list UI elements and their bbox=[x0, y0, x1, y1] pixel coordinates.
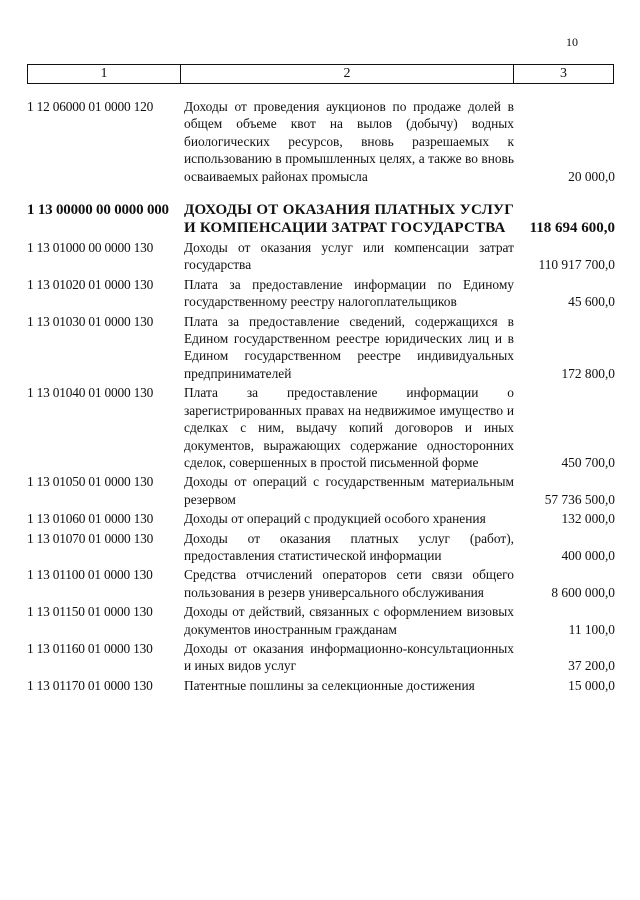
revenue-description: ДОХОДЫ ОТ ОКАЗАНИЯ ПЛАТНЫХ УСЛУГ И КОМПЕНСАЦИИ ЗАТРАТ ГОСУДАРСТВА bbox=[184, 202, 514, 237]
revenue-amount: 15 000,0 bbox=[568, 677, 615, 693]
budget-code: 1 13 01070 01 0000 130 bbox=[27, 530, 154, 546]
revenue-description: Доходы от оказания платных услуг (работ), предоставления статистической информации bbox=[184, 530, 514, 563]
revenue-amount: 8 600 000,0 bbox=[551, 584, 615, 600]
revenue-amount: 45 600,0 bbox=[568, 294, 615, 310]
revenue-amount: 172 800,0 bbox=[561, 365, 615, 381]
budget-code: 1 13 01050 01 0000 130 bbox=[27, 474, 154, 490]
column-header-table bbox=[27, 64, 614, 84]
table-row bbox=[27, 566, 617, 601]
revenue-amount: 20 000,0 bbox=[568, 168, 615, 184]
table-row bbox=[27, 239, 617, 274]
revenue-description: Патентные пошлины за селекционные достижения bbox=[184, 677, 475, 693]
budget-code: 1 13 01020 01 0000 130 bbox=[27, 276, 154, 292]
budget-code: 1 13 01160 01 0000 130 bbox=[27, 640, 153, 656]
revenue-description: Средства отчислений операторов сети связи общего пользования в резерв универсального обслуживания bbox=[184, 567, 514, 600]
revenue-description: Доходы от операций с государственным материальным резервом bbox=[184, 474, 514, 507]
revenue-description: Плата за предоставление сведений, содержащихся в Едином государственном реестре юридических лиц и в Едином государственном реестре индивидуальных предпринимателей bbox=[184, 313, 514, 381]
revenue-amount: 450 700,0 bbox=[561, 454, 615, 470]
column-header-2: 2 bbox=[181, 65, 514, 84]
revenue-amount: 11 100,0 bbox=[568, 621, 615, 637]
column-header-1: 1 bbox=[28, 65, 181, 84]
budget-code: 1 13 01000 00 0000 130 bbox=[27, 240, 154, 256]
page-number: 10 bbox=[566, 35, 578, 49]
budget-code: 1 13 01170 01 0000 130 bbox=[27, 677, 153, 693]
table-row bbox=[27, 98, 617, 185]
revenue-description: Доходы от проведения аукционов по продаже долей в общем объеме квот на вылов (добычу) водных биологических ресурсов, вновь разрешаемых к использованию в промышленных целях, а также во вновь осваиваемых районах промысла bbox=[184, 99, 514, 184]
table-row bbox=[27, 677, 617, 694]
budget-code: 1 13 01060 01 0000 130 bbox=[27, 511, 154, 527]
revenue-amount: 57 736 500,0 bbox=[544, 491, 615, 507]
revenue-description: Доходы от оказания информационно-консультационных и иных видов услуг bbox=[184, 640, 514, 674]
table-row bbox=[27, 510, 617, 527]
table-row bbox=[27, 473, 617, 508]
budget-code: 1 13 01150 01 0000 130 bbox=[27, 604, 153, 620]
revenue-amount: 132 000,0 bbox=[561, 511, 615, 527]
budget-code: 1 13 01040 01 0000 130 bbox=[27, 385, 154, 401]
table-row bbox=[27, 530, 617, 565]
table-row bbox=[27, 640, 617, 675]
revenue-amount: 37 200,0 bbox=[568, 658, 615, 674]
column-header-row bbox=[28, 65, 614, 84]
revenue-description: Доходы от операций с продукцией особого хранения bbox=[184, 511, 486, 527]
revenue-description: Плата за предоставление информации о зарегистрированных правах на недвижимое имущество и сделках с ним, выдачу копий договоров и иных документов, выражающих содержание односторонних сделок, совершенных в простой письменной форме bbox=[184, 385, 514, 470]
table-row bbox=[27, 313, 617, 383]
table-row-section-heading bbox=[27, 201, 617, 237]
table-row bbox=[27, 384, 617, 471]
revenue-description: Плата за предоставление информации по Единому государственному реестру налогоплательщиков bbox=[184, 276, 514, 310]
budget-code: 1 13 01030 01 0000 130 bbox=[27, 313, 154, 329]
revenue-amount: 400 000,0 bbox=[561, 547, 615, 563]
revenue-amount: 110 917 700,0 bbox=[538, 257, 615, 273]
budget-code: 1 13 00000 00 0000 000 bbox=[27, 202, 169, 219]
revenue-description: Доходы от оказания услуг или компенсации затрат государства bbox=[184, 240, 514, 273]
budget-code: 1 13 01100 01 0000 130 bbox=[27, 567, 153, 583]
budget-code: 1 12 06000 01 0000 120 bbox=[27, 99, 154, 114]
revenue-amount: 118 694 600,0 bbox=[529, 220, 615, 237]
revenue-description: Доходы от действий, связанных с оформлением визовых документов иностранным гражданам bbox=[184, 604, 514, 637]
table-row bbox=[27, 276, 617, 311]
table-row bbox=[27, 603, 617, 638]
column-header-3: 3 bbox=[514, 65, 614, 84]
revenue-table-body bbox=[27, 98, 617, 696]
